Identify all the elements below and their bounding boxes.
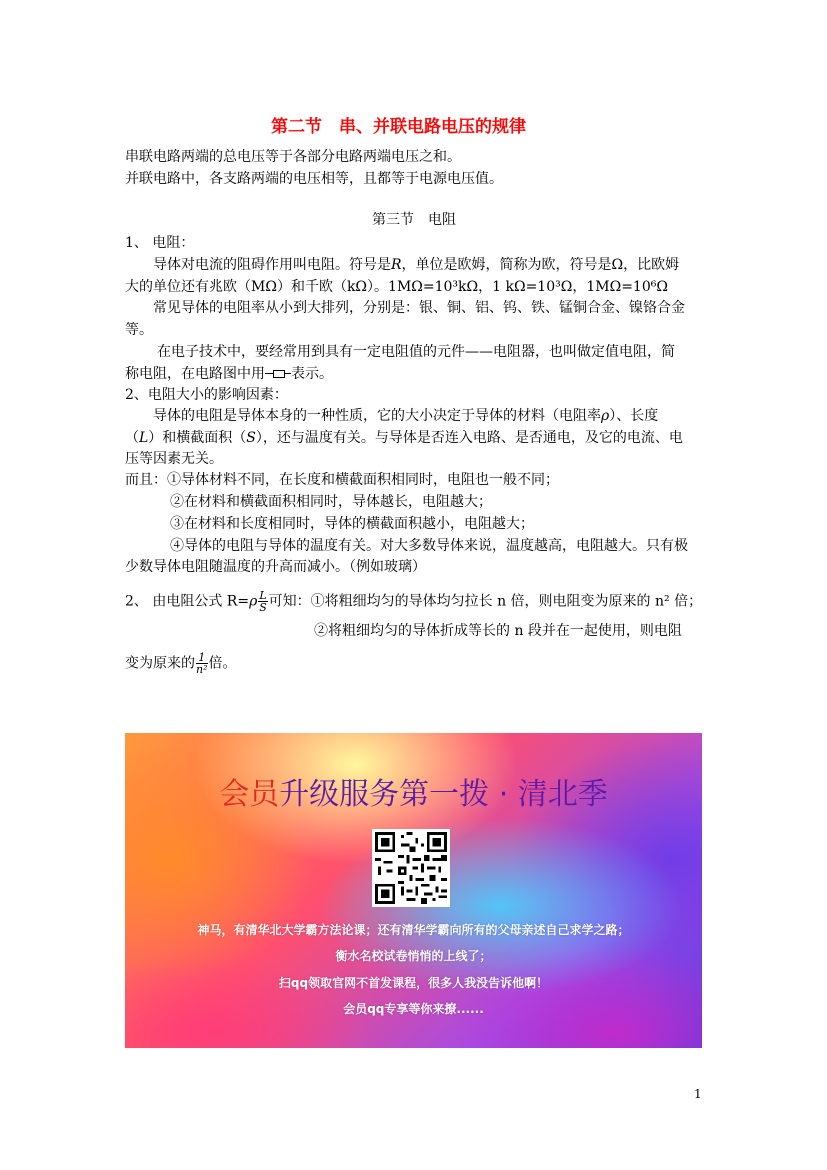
list-item: ②在材料和横截面积相同时，导体越长，电阻越大； xyxy=(170,494,492,510)
paragraph-resistivity: 常见导体的电阻率从小到大排列，分别是：银、铜、铝、钨、铁、锰铜合金、镍铬合金 xyxy=(153,300,685,316)
paragraph-resistance-definition: 导体对电流的阻碍作用叫电阻。符号是R，单位是欧姆，简称为欧，符号是Ω，比欧姆 xyxy=(153,257,680,273)
list-item: 而且：①导体材料不同，在长度和横截面积相同时，电阻也一般不同； xyxy=(125,472,559,488)
section2-line1: 串联电路两端的总电压等于各部分电路两端电压之和。 xyxy=(125,149,461,165)
paragraph-units: 大的单位还有兆欧（MΩ）和千欧（kΩ）。1MΩ=10³kΩ，1 kΩ=10³Ω，1MΩ=10⁶Ω xyxy=(125,279,668,295)
list-item: ④导体的电阻与导体的温度有关。对大多数导体来说，温度越高，电阻越大。只有极 xyxy=(170,538,688,554)
banner-line-4: 会员qq专享等你来撩...... xyxy=(343,1002,484,1016)
paragraph-resistivity-end: 等。 xyxy=(125,322,153,338)
paragraph-resistor-symbol: 称电阻，在电路图中用 表示。 xyxy=(125,366,333,382)
paragraph-factors-1: 导体的电阻是导体本身的一种性质，它的大小决定于导体的材料（电阻率ρ）、长度 xyxy=(153,408,659,424)
list-item: ③在材料和长度相同时，导体的横截面积越小，电阻越大； xyxy=(170,516,534,532)
formula-line-2: ②将粗细均匀的导体折成等长的 n 段并在一起使用，则电阻 xyxy=(314,623,682,639)
fraction-l-over-s: $\frac{L}{S}$ xyxy=(259,589,267,614)
symbol-r: R xyxy=(391,257,402,273)
section3-title: 第三节 电阻 xyxy=(372,212,456,228)
page-number: 1 xyxy=(694,1087,702,1101)
section2-line2: 并联电路中，各支路两端的电压相等，且都等于电源电压值。 xyxy=(125,171,503,187)
qr-code-icon[interactable] xyxy=(372,829,450,907)
formula-line-3: 变为原来的 $\frac{1}{\text{n²}}$ 倍。 xyxy=(125,651,237,676)
promo-banner[interactable] xyxy=(125,733,702,1048)
paragraph-resistor: 在电子技术中，要经常用到具有一定电阻值的元件——电阻器，也叫做定值电阻，简 xyxy=(157,344,675,360)
paragraph-factors-3: 压等因素无关。 xyxy=(125,451,223,467)
resistor-symbol-icon xyxy=(265,370,291,378)
list-item-continuation: 少数导体电阻随温度的升高而减小。（例如玻璃） xyxy=(125,559,426,575)
paragraph-factors-2: （L）和横截面积（S），还与温度有关。与导体是否连入电路、是否通电，及它的电流、电 xyxy=(125,430,683,446)
banner-line-3: 扫qq领取官网不首发课程，很多人我没告诉他啊！ xyxy=(278,976,549,990)
banner-title: 会员升级服务第一拨 · 清北季 xyxy=(219,777,608,812)
fraction-1-over-n2: $\frac{1}{\text{n²}}$ xyxy=(196,651,208,676)
banner-line-2: 衡水名校试卷悄悄的上线了； xyxy=(335,949,492,963)
formula-line: 2、 由电阻公式 R=ρ $\frac{L}{S}$ 可知：①将粗细均匀的导体均匀拉长 n 倍，则电阻变为原来的 n² 倍； xyxy=(125,589,703,614)
item1-heading: 1、 电阻： xyxy=(125,235,195,251)
banner-line-1: 神马，有清华北大学霸方法论课；还有清华学霸向所有的父母亲述自己求学之路； xyxy=(197,923,630,937)
section2-title: 第二节 串、并联电路电压的规律 xyxy=(271,117,526,137)
item2-heading: 2、电阻大小的影响因素： xyxy=(125,387,288,403)
